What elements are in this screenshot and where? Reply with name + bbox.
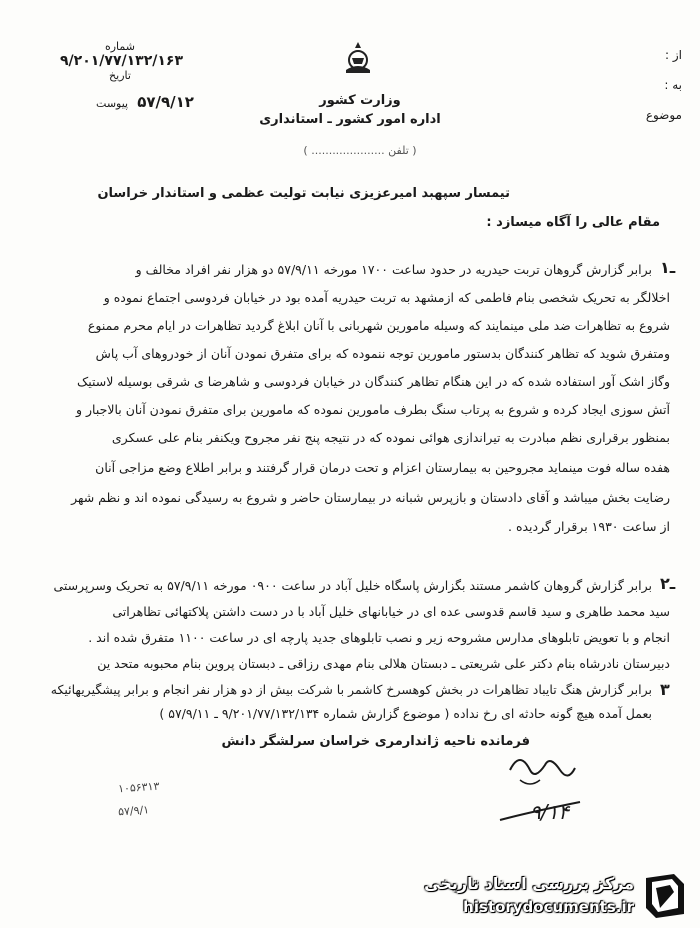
watermark-url: historydocuments.ir <box>463 898 634 916</box>
paragraph-1-line-5: وگاز اشک آور استفاده شده که در این هنگام تظاهر کنندگان در خیابان فردوسی و شاهرضا ی شرقی بوسیله لاستیک <box>77 374 670 389</box>
registration-stamp <box>118 780 188 830</box>
paragraph-1-line-6: آتش سوزی ایجاد کرده و شروع به پرتاب سنگ بطرف مامورین نموده که مامورین برای متفرق نمودن آنان بالاجبار و <box>75 402 670 417</box>
paragraph-2-line-4: دبیرستان نادرشاه بنام دکتر علی شریعتی ـ دبستان هلالی بنام مهدی رزاقی ـ دبستان پروین بنام محبوبه متحد ین <box>97 656 670 671</box>
letter-number-label: شماره <box>104 40 135 53</box>
paragraph-1-line-7: بمنظور برقراری نظم مبادرت به تیراندازی هوائی نموده که در نتیجه پنج نفر مجروح ویکنفر بنام علی عسکری <box>111 430 670 445</box>
paragraph-1-line-4: ومتفرق شوید که تظاهر کنندگان بدستور مامورین توجه ننموده که برای متفرق نمودن آنان از خودروهای آب پاش <box>95 346 670 361</box>
watermark-logo-icon <box>640 870 690 920</box>
paragraph-1-line-1: برابر گزارش گروهان تربت حیدریه در حدود ساعت ۱۷۰۰ مورخه ۵۷/۹/۱۱ دو هزار نفر افراد مخالف و <box>135 262 652 277</box>
office-title: اداره امور کشور ـ استانداری <box>259 112 441 127</box>
paragraph-3-line-2: بعمل آمده هیچ گونه حادثه ای رخ نداده ( موضوع گزارش شماره ۹/۲۰۱/۷۷/۱۳۲/۱۳۴ ـ ۵۷/۹/۱۱ ) <box>159 706 652 721</box>
paragraph-3-number: ۳ <box>660 680 670 699</box>
header-left <box>60 40 183 82</box>
handwritten-signature <box>490 740 610 840</box>
subject-label: موضوع <box>645 108 682 122</box>
signature-date: ۹/۱۴ <box>530 800 569 824</box>
from-label: از : <box>665 48 682 62</box>
paragraph-1-line-10: از ساعت ۱۹۳۰ برقرار گردیده . <box>508 519 670 534</box>
date-row <box>90 92 200 111</box>
watermark <box>415 868 690 923</box>
paragraph-3-line-1: برابر گزارش هنگ تایباد تظاهرات در بخش کوهسرخ کاشمر با شرکت بیش از دو هزار نفر انجام و برابر پیشگیریهائیکه <box>50 682 652 697</box>
paragraph-1-line-2: اخلالگر به تحریک شخصی بنام فاطمی که ازمشهد به تربت حیدریه آمده بود در خیابان فردوسی اجتماع نموده و <box>103 290 670 305</box>
ministry-title: وزارت کشور <box>319 93 401 108</box>
date-label: تاریخ <box>109 69 131 82</box>
paragraph-2-line-2: سید محمد طاهری و سید قاسم قدوسی عده ای در خیابانهای خلیل آباد با در دست داشتن پلاکتهائی تظاهراتی <box>112 604 670 619</box>
attachment-label: پیوست <box>96 97 129 110</box>
stamp-date: ۵۷/۹/۱ <box>117 803 150 819</box>
stamp-number: ۱۰۵۶۳۱۳ <box>117 779 160 796</box>
paragraph-1-line-9: رضایت بخش میباشد و آقای دادستان و بازپرس شبانه در بیمارستان حاضر و شروع به رسیدگی نموده اند و نظم شهر <box>71 490 670 505</box>
header-right <box>622 40 682 130</box>
paragraph-1-line-3: شروع به تظاهرات ضد ملی مینمایند که وسیله مامورین شهربانی با آنان ابلاغ گردید تظاهرات در ایام محرم ممنوع <box>87 318 670 333</box>
paragraph-2-line-3: انجام و با تعویض تابلوهای مدارس مشروحه زیر و نصب تابلوهای جدید پارچه ای در ساعت ۱۱۰۰ متفرق شده اند . <box>88 630 670 645</box>
paragraph-2-line-1: برابر گزارش گروهان کاشمر مستند بگزارش پاسگاه خلیل آباد در ساعت ۰۹۰۰ مورخه ۵۷/۹/۱۱ به تحریک وسرپرستی <box>53 578 652 593</box>
paragraph-1-line-8: هفده ساله فوت مینماید مجروحین به بیمارستان اعزام و تحت درمان قرار گرفتند و برابر اطلاع وضع مزاجی آنان <box>95 460 670 475</box>
watermark-title: مرکز بررسی اسناد تاریخی <box>424 874 634 893</box>
closing-signatory: فرمانده ناحیه ژاندارمری خراسان سرلشگر دانش <box>221 734 530 749</box>
recipient: تیمسار سپهبد امیرعزیزی نیابت تولیت عظمی و استاندار خراسان <box>97 186 510 201</box>
to-label: به : <box>664 78 682 92</box>
paragraph-1-number: ۱ـ <box>660 258 676 277</box>
letter-number: ۹/۲۰۱/۷۷/۱۳۲/۱۶۳ <box>60 53 183 69</box>
emblem-icon <box>340 40 376 76</box>
salutation: مقام عالی را آگاه میسازد : <box>486 215 660 230</box>
date-value: ۵۷/۹/۱۲ <box>137 93 194 111</box>
phone-line: ( تلفن ..................... ) <box>303 144 417 157</box>
paragraph-2-number: ۲ـ <box>660 574 676 593</box>
